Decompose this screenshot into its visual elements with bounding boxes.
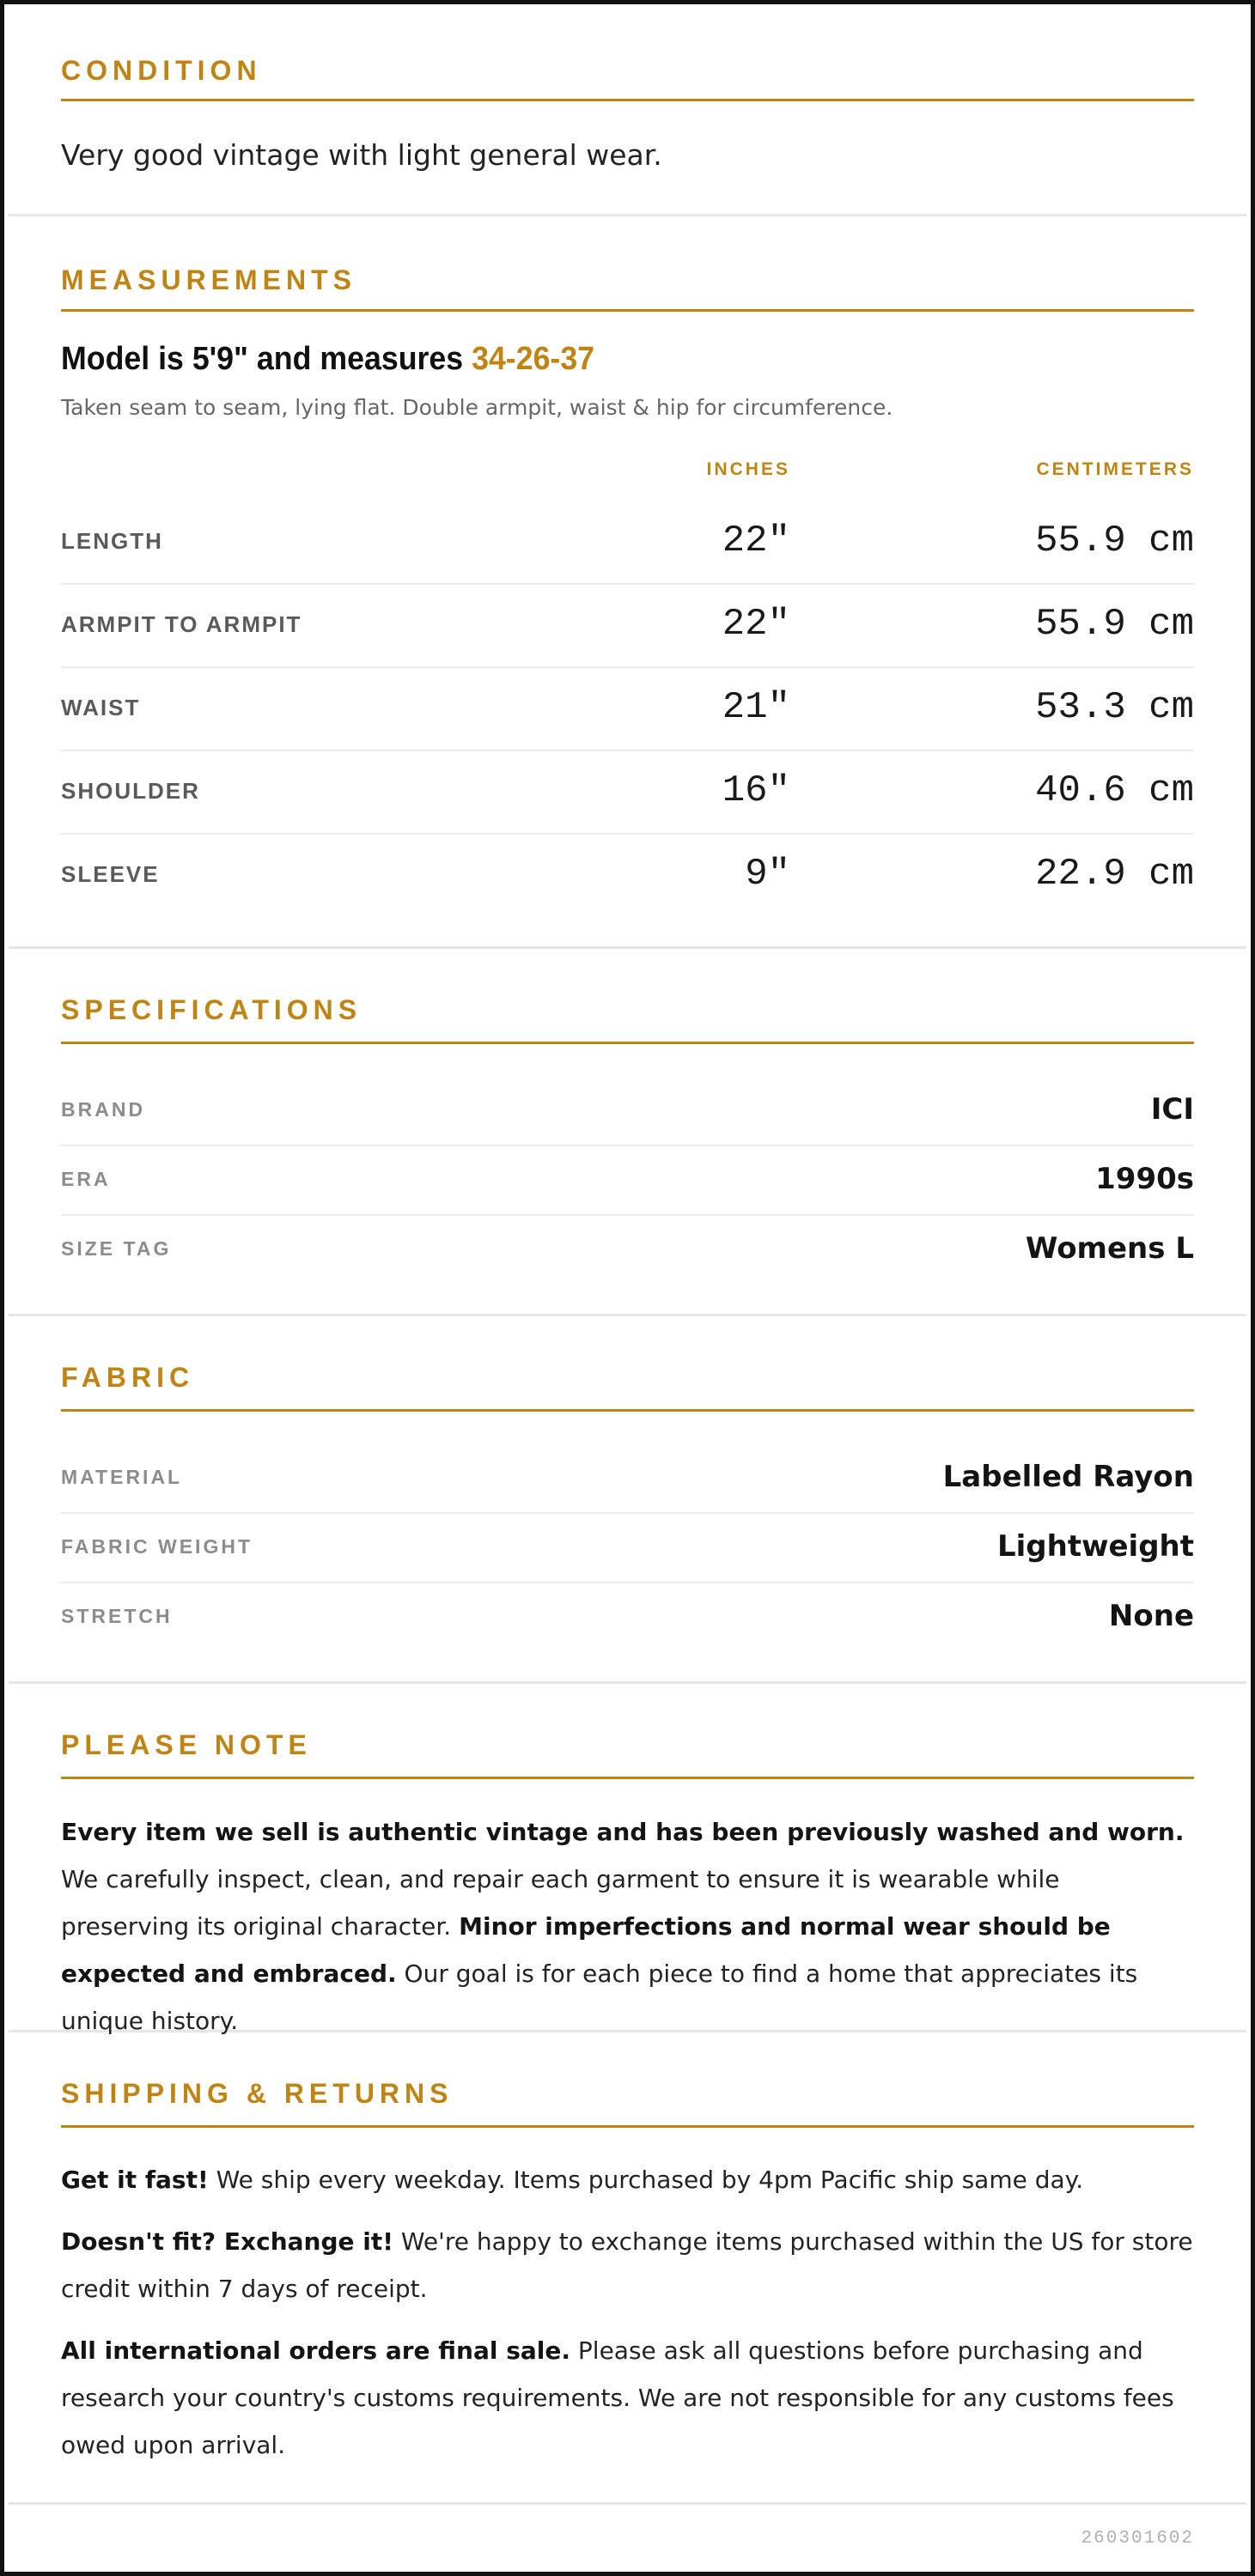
specifications-divider	[61, 1042, 1194, 1044]
please-note-paragraph	[61, 1808, 1194, 2044]
specifications-heading: SPECIFICATIONS	[61, 994, 362, 1025]
measurements-heading: MEASUREMENTS	[61, 264, 357, 295]
measurement-inches: 22"	[722, 519, 790, 562]
shipping-text-2: We're happy to exchange items purchased within the US for store credit within 7 days of receipt.	[61, 2227, 1193, 2303]
measurements-divider	[61, 309, 1194, 312]
measurement-label: SLEEVE	[61, 861, 160, 887]
shipping-paragraph	[61, 2327, 1194, 2469]
measurement-inches: 9"	[745, 853, 790, 896]
centimeters-column-header: CENTIMETERS	[1036, 459, 1194, 479]
product-code: 260301602	[1081, 2529, 1194, 2549]
shipping-section	[9, 2032, 1246, 2505]
condition-text: Very good vintage with light general wear.	[61, 138, 662, 172]
fabric-label: MATERIAL	[61, 1466, 183, 1488]
note-bold-1: Every item we sell is authentic vintage and has been previously washed and worn.	[61, 1818, 1185, 1846]
note-text-1: We carefully inspect, clean, and repair each garment to ensure it is wearable while preserving its original character.	[61, 1865, 1060, 1941]
measurement-note: Taken seam to seam, lying flat. Double armpit, waist & hip for circumference.	[61, 395, 893, 420]
measurement-inches: 22"	[722, 603, 790, 646]
spec-value: 1990s	[1095, 1162, 1194, 1196]
fabric-value: None	[1108, 1599, 1194, 1633]
spec-value: ICI	[1150, 1092, 1194, 1127]
note-text-2: Our goal is for each piece to find a home that appreciates its unique history.	[61, 1959, 1138, 2035]
shipping-bold-2: Doesn't fit? Exchange it!	[61, 2227, 393, 2256]
specifications-section	[9, 949, 1246, 1316]
fabric-row	[61, 1443, 1194, 1514]
inches-column-header: INCHES	[706, 459, 790, 479]
fabric-row	[61, 1512, 1194, 1583]
fabric-label: FABRIC WEIGHT	[61, 1535, 253, 1558]
fabric-row	[61, 1582, 1194, 1651]
measurement-label: WAIST	[61, 695, 141, 720]
measurement-cm: 55.9 cm	[1035, 519, 1194, 562]
please-note-heading: PLEASE NOTE	[61, 1729, 312, 1760]
measurement-inches: 16"	[722, 769, 790, 812]
measurement-label: SHOULDER	[61, 778, 200, 804]
shipping-paragraph	[61, 2156, 1194, 2203]
condition-heading: CONDITION	[61, 55, 262, 86]
please-note-divider	[61, 1777, 1194, 1779]
shipping-paragraph	[61, 2218, 1194, 2312]
shipping-bold-3: All international orders are final sale.	[61, 2336, 571, 2365]
model-measurements-title	[61, 341, 594, 378]
measurement-cm: 55.9 cm	[1035, 603, 1194, 646]
please-note-section	[9, 1684, 1246, 2035]
measurement-row	[61, 583, 1194, 668]
model-prefix: Model is 5'9" and measures	[61, 341, 472, 377]
shipping-divider	[61, 2125, 1194, 2128]
measurement-row	[61, 666, 1194, 751]
shipping-body	[61, 2156, 1194, 2469]
spec-label: BRAND	[61, 1098, 146, 1121]
measurement-row	[61, 833, 1194, 916]
measurement-cm: 53.3 cm	[1035, 686, 1194, 729]
model-measure: 34-26-37	[472, 341, 595, 377]
shipping-bold-1: Get it fast!	[61, 2166, 209, 2194]
measurement-row	[61, 750, 1194, 835]
measurement-row	[61, 500, 1194, 585]
measurement-inches: 21"	[722, 686, 790, 729]
fabric-heading: FABRIC	[61, 1362, 195, 1393]
shipping-text-1: We ship every weekday. Items purchased by 4pm Pacific ship same day.	[208, 2166, 1084, 2194]
spec-row	[61, 1214, 1194, 1284]
shipping-heading: SHIPPING & RETURNS	[61, 2078, 454, 2109]
spec-label: ERA	[61, 1168, 111, 1190]
spec-value: Womens L	[1025, 1231, 1194, 1266]
measurement-cm: 22.9 cm	[1035, 853, 1194, 896]
condition-section	[9, 4, 1246, 216]
fabric-divider	[61, 1409, 1194, 1412]
measurement-label: LENGTH	[61, 528, 163, 554]
fabric-section	[9, 1316, 1246, 1684]
spec-label: SIZE TAG	[61, 1237, 172, 1260]
spec-row	[61, 1145, 1194, 1216]
please-note-body	[61, 1808, 1194, 2044]
note-bold-2: Minor imperfections and normal wear should be expected and embraced.	[61, 1912, 1111, 1988]
spec-row	[61, 1075, 1194, 1146]
condition-divider	[61, 99, 1194, 101]
measurements-section	[9, 216, 1246, 949]
fabric-label: STRETCH	[61, 1605, 173, 1627]
fabric-value: Labelled Rayon	[942, 1460, 1194, 1494]
measurement-label: ARMPIT TO ARMPIT	[61, 611, 302, 637]
shipping-text-3: Please ask all questions before purchasing and research your country's customs requirements. We are not responsible for any customs fees owed upon arrival.	[61, 2336, 1174, 2459]
measurement-cm: 40.6 cm	[1035, 769, 1194, 812]
fabric-value: Lightweight	[996, 1529, 1194, 1564]
